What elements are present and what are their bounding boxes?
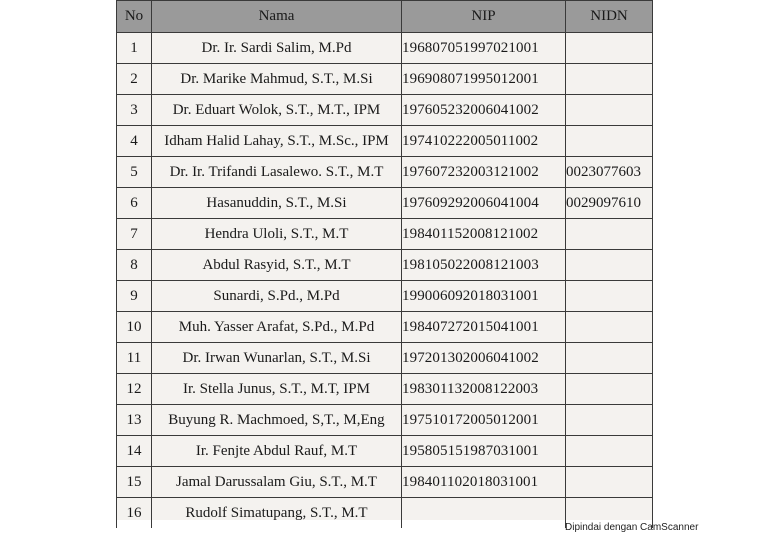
cell-nip: 196908071995012001 <box>402 64 566 95</box>
camscanner-watermark: Dipindai dengan CamScanner <box>565 522 699 533</box>
cell-nidn <box>566 436 653 467</box>
cell-nidn <box>566 312 653 343</box>
table-row <box>117 188 653 219</box>
table-row <box>117 64 653 95</box>
cell-nidn <box>566 64 653 95</box>
cell-name: Dr. Marike Mahmud, S.T., M.Si <box>152 64 402 95</box>
cell-nip: 197201302006041002 <box>402 343 566 374</box>
header-nidn: NIDN <box>566 1 653 33</box>
cell-name: Ir. Fenjte Abdul Rauf, M.T <box>152 436 402 467</box>
cell-nip: 198407272015041001 <box>402 312 566 343</box>
cell-nip: 198105022008121003 <box>402 250 566 281</box>
cell-no: 7 <box>117 219 152 250</box>
cell-nip: 198401152008121002 <box>402 219 566 250</box>
cell-name: Dr. Irwan Wunarlan, S.T., M.Si <box>152 343 402 374</box>
cell-name: Hasanuddin, S.T., M.Si <box>152 188 402 219</box>
cell-no: 6 <box>117 188 152 219</box>
cell-nidn <box>566 126 653 157</box>
cell-name: Hendra Uloli, S.T., M.T <box>152 219 402 250</box>
cell-name: Idham Halid Lahay, S.T., M.Sc., IPM <box>152 126 402 157</box>
cell-no: 11 <box>117 343 152 374</box>
table-row <box>117 312 653 343</box>
cell-nidn: 0029097610 <box>566 188 653 219</box>
cell-no: 16 <box>117 498 152 529</box>
lecturer-table <box>116 0 653 528</box>
table-row <box>117 219 653 250</box>
cell-nidn <box>566 467 653 498</box>
header-nip: NIP <box>402 1 566 33</box>
cell-no: 4 <box>117 126 152 157</box>
cell-name: Dr. Ir. Trifandi Lasalewo. S.T., M.T <box>152 157 402 188</box>
cell-name: Jamal Darussalam Giu, S.T., M.T <box>152 467 402 498</box>
cell-no: 14 <box>117 436 152 467</box>
cell-no: 10 <box>117 312 152 343</box>
header-name: Nama <box>152 1 402 33</box>
cell-nidn <box>566 33 653 64</box>
cell-nip: 197510172005012001 <box>402 405 566 436</box>
cell-nip: 199006092018031001 <box>402 281 566 312</box>
cell-name: Sunardi, S.Pd., M.Pd <box>152 281 402 312</box>
cell-no: 12 <box>117 374 152 405</box>
table-row <box>117 405 653 436</box>
cell-nidn <box>566 95 653 126</box>
table-row <box>117 33 653 64</box>
cell-nip: 196807051997021001 <box>402 33 566 64</box>
cell-name: Muh. Yasser Arafat, S.Pd., M.Pd <box>152 312 402 343</box>
header-no: No <box>117 1 152 33</box>
table-row <box>117 126 653 157</box>
table-row <box>117 374 653 405</box>
cell-nip <box>402 498 566 529</box>
cell-nip: 197410222005011002 <box>402 126 566 157</box>
cell-no: 8 <box>117 250 152 281</box>
cell-nip: 195805151987031001 <box>402 436 566 467</box>
cell-no: 1 <box>117 33 152 64</box>
cell-name: Dr. Ir. Sardi Salim, M.Pd <box>152 33 402 64</box>
cell-name: Dr. Eduart Wolok, S.T., M.T., IPM <box>152 95 402 126</box>
cell-nidn <box>566 374 653 405</box>
cell-name: Abdul Rasyid, S.T., M.T <box>152 250 402 281</box>
cell-nidn <box>566 281 653 312</box>
cell-nidn <box>566 219 653 250</box>
cell-name: Rudolf Simatupang, S.T., M.T <box>152 498 402 529</box>
cell-no: 2 <box>117 64 152 95</box>
table-header-row <box>117 1 653 33</box>
cell-name: Buyung R. Machmoed, S,T., M,Eng <box>152 405 402 436</box>
cell-no: 3 <box>117 95 152 126</box>
cell-nip: 197607232003121002 <box>402 157 566 188</box>
cell-nip: 198401102018031001 <box>402 467 566 498</box>
table-row <box>117 95 653 126</box>
cell-nip: 197609292006041004 <box>402 188 566 219</box>
cell-nidn <box>566 343 653 374</box>
table-row <box>117 157 653 188</box>
cell-nip: 197605232006041002 <box>402 95 566 126</box>
cell-no: 13 <box>117 405 152 436</box>
table-row <box>117 250 653 281</box>
cell-no: 5 <box>117 157 152 188</box>
cell-no: 15 <box>117 467 152 498</box>
cell-nidn: 0023077603 <box>566 157 653 188</box>
table-row <box>117 467 653 498</box>
table-row <box>117 281 653 312</box>
cell-no: 9 <box>117 281 152 312</box>
cell-nidn <box>566 405 653 436</box>
table-row <box>117 343 653 374</box>
cell-nip: 198301132008122003 <box>402 374 566 405</box>
table-row <box>117 436 653 467</box>
cell-name: Ir. Stella Junus, S.T., M.T, IPM <box>152 374 402 405</box>
cell-nidn <box>566 250 653 281</box>
